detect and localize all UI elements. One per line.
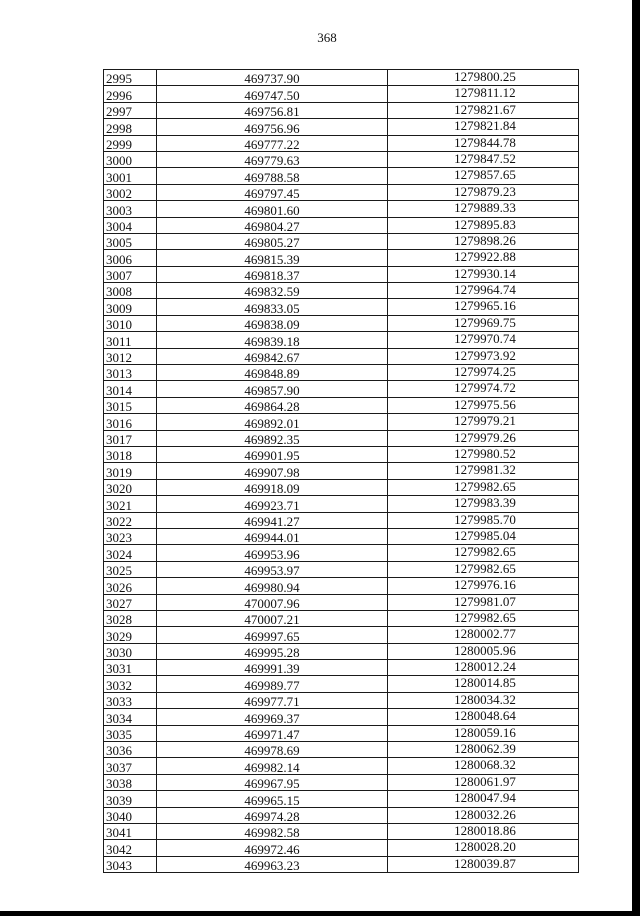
- point-id-cell: 3009: [104, 299, 157, 315]
- table-row: [104, 692, 579, 708]
- table-row: [104, 610, 579, 626]
- table-row: [104, 709, 579, 725]
- point-id-cell: 3005: [104, 233, 157, 249]
- point-id-cell: 3035: [104, 725, 157, 741]
- table-row: [104, 397, 579, 413]
- x-coordinate-cell: 469923.71: [157, 496, 388, 512]
- x-coordinate-cell: 469756.81: [157, 102, 388, 118]
- table-row: [104, 299, 579, 315]
- y-coordinate-cell: 1280059.16: [388, 725, 579, 741]
- y-coordinate-cell: 1279982.65: [388, 561, 579, 577]
- y-coordinate-cell: 1279847.52: [388, 151, 579, 167]
- x-coordinate-cell: 469953.96: [157, 545, 388, 561]
- x-coordinate-cell: 469892.35: [157, 430, 388, 446]
- y-coordinate-cell: 1280068.32: [388, 758, 579, 774]
- point-id-cell: 3000: [104, 151, 157, 167]
- table-row: [104, 446, 579, 462]
- table-row: [104, 479, 579, 495]
- table-row: [104, 86, 579, 102]
- x-coordinate-cell: 469892.01: [157, 414, 388, 430]
- x-coordinate-cell: 469804.27: [157, 217, 388, 233]
- y-coordinate-cell: 1279974.72: [388, 381, 579, 397]
- y-coordinate-cell: 1279985.04: [388, 528, 579, 544]
- table-row: [104, 545, 579, 561]
- point-id-cell: 3016: [104, 414, 157, 430]
- table-row: [104, 660, 579, 676]
- table-row: [104, 430, 579, 446]
- x-coordinate-cell: 469788.58: [157, 168, 388, 184]
- point-id-cell: 3011: [104, 332, 157, 348]
- table-row: [104, 512, 579, 528]
- y-coordinate-cell: 1279979.26: [388, 430, 579, 446]
- y-coordinate-cell: 1280012.24: [388, 660, 579, 676]
- table-row: [104, 217, 579, 233]
- table-row: [104, 742, 579, 758]
- x-coordinate-cell: 469842.67: [157, 348, 388, 364]
- point-id-cell: 3024: [104, 545, 157, 561]
- x-coordinate-cell: 469944.01: [157, 528, 388, 544]
- point-id-cell: 3022: [104, 512, 157, 528]
- point-id-cell: 3031: [104, 660, 157, 676]
- point-id-cell: 3017: [104, 430, 157, 446]
- table-row: [104, 725, 579, 741]
- x-coordinate-cell: 469907.98: [157, 463, 388, 479]
- x-coordinate-cell: 469978.69: [157, 742, 388, 758]
- table-row: [104, 823, 579, 839]
- y-coordinate-cell: 1279970.74: [388, 332, 579, 348]
- x-coordinate-cell: 469815.39: [157, 250, 388, 266]
- point-id-cell: 3004: [104, 217, 157, 233]
- point-id-cell: 3013: [104, 365, 157, 381]
- table-row: [104, 791, 579, 807]
- x-coordinate-cell: 470007.96: [157, 594, 388, 610]
- table-row: [104, 381, 579, 397]
- point-id-cell: 3014: [104, 381, 157, 397]
- table-row: [104, 266, 579, 282]
- y-coordinate-cell: 1279974.25: [388, 365, 579, 381]
- x-coordinate-cell: 469848.89: [157, 365, 388, 381]
- table-row: [104, 561, 579, 577]
- table-row: [104, 233, 579, 249]
- table-row: [104, 856, 579, 872]
- y-coordinate-cell: 1279930.14: [388, 266, 579, 282]
- table-row: [104, 332, 579, 348]
- point-id-cell: 3028: [104, 610, 157, 626]
- point-id-cell: 3036: [104, 742, 157, 758]
- table-row: [104, 774, 579, 790]
- y-coordinate-cell: 1279821.84: [388, 119, 579, 135]
- point-id-cell: 3038: [104, 774, 157, 790]
- table-row: [104, 184, 579, 200]
- x-coordinate-cell: 469982.14: [157, 758, 388, 774]
- y-coordinate-cell: 1279922.88: [388, 250, 579, 266]
- y-coordinate-cell: 1279983.39: [388, 496, 579, 512]
- y-coordinate-cell: 1279857.65: [388, 168, 579, 184]
- x-coordinate-cell: 469901.95: [157, 446, 388, 462]
- point-id-cell: 3018: [104, 446, 157, 462]
- x-coordinate-cell: 469818.37: [157, 266, 388, 282]
- table-row: [104, 348, 579, 364]
- point-id-cell: 3006: [104, 250, 157, 266]
- table-row: [104, 758, 579, 774]
- point-id-cell: 3020: [104, 479, 157, 495]
- x-coordinate-cell: 469995.28: [157, 643, 388, 659]
- y-coordinate-cell: 1279821.67: [388, 102, 579, 118]
- table-row: [104, 676, 579, 692]
- x-coordinate-cell: 469989.77: [157, 676, 388, 692]
- table-row: [104, 840, 579, 856]
- y-coordinate-cell: 1279976.16: [388, 578, 579, 594]
- point-id-cell: 3023: [104, 528, 157, 544]
- point-id-cell: 2999: [104, 135, 157, 151]
- table-row: [104, 463, 579, 479]
- table-row: [104, 70, 579, 86]
- x-coordinate-cell: 469833.05: [157, 299, 388, 315]
- table-row: [104, 201, 579, 217]
- x-coordinate-cell: 469963.23: [157, 856, 388, 872]
- y-coordinate-cell: 1279895.83: [388, 217, 579, 233]
- x-coordinate-cell: 469737.90: [157, 70, 388, 86]
- x-coordinate-cell: 469779.63: [157, 151, 388, 167]
- y-coordinate-cell: 1279985.70: [388, 512, 579, 528]
- table-row: [104, 365, 579, 381]
- coordinate-table-body: [104, 70, 579, 873]
- y-coordinate-cell: 1279811.12: [388, 86, 579, 102]
- point-id-cell: 3027: [104, 594, 157, 610]
- point-id-cell: 3015: [104, 397, 157, 413]
- point-id-cell: 3034: [104, 709, 157, 725]
- table-row: [104, 496, 579, 512]
- point-id-cell: 3026: [104, 578, 157, 594]
- x-coordinate-cell: 469980.94: [157, 578, 388, 594]
- table-row: [104, 414, 579, 430]
- point-id-cell: 3029: [104, 627, 157, 643]
- y-coordinate-cell: 1279800.25: [388, 70, 579, 86]
- table-row: [104, 168, 579, 184]
- table-row: [104, 151, 579, 167]
- x-coordinate-cell: 469997.65: [157, 627, 388, 643]
- y-coordinate-cell: 1279980.52: [388, 446, 579, 462]
- table-row: [104, 807, 579, 823]
- point-id-cell: 3037: [104, 758, 157, 774]
- x-coordinate-cell: 469977.71: [157, 692, 388, 708]
- point-id-cell: 2997: [104, 102, 157, 118]
- point-id-cell: 2998: [104, 119, 157, 135]
- x-coordinate-cell: 469805.27: [157, 233, 388, 249]
- x-coordinate-cell: 469991.39: [157, 660, 388, 676]
- y-coordinate-cell: 1280048.64: [388, 709, 579, 725]
- point-id-cell: 3012: [104, 348, 157, 364]
- x-coordinate-cell: 469953.97: [157, 561, 388, 577]
- table-row: [104, 627, 579, 643]
- y-coordinate-cell: 1280018.86: [388, 823, 579, 839]
- table-row: [104, 578, 579, 594]
- point-id-cell: 3043: [104, 856, 157, 872]
- point-id-cell: 3042: [104, 840, 157, 856]
- y-coordinate-cell: 1280014.85: [388, 676, 579, 692]
- table-row: [104, 102, 579, 118]
- x-coordinate-cell: 469972.46: [157, 840, 388, 856]
- y-coordinate-cell: 1280002.77: [388, 627, 579, 643]
- y-coordinate-cell: 1279879.23: [388, 184, 579, 200]
- x-coordinate-cell: 469918.09: [157, 479, 388, 495]
- x-coordinate-cell: 469801.60: [157, 201, 388, 217]
- x-coordinate-cell: 469967.95: [157, 774, 388, 790]
- point-id-cell: 3039: [104, 791, 157, 807]
- point-id-cell: 2996: [104, 86, 157, 102]
- x-coordinate-cell: 469838.09: [157, 315, 388, 331]
- x-coordinate-cell: 469839.18: [157, 332, 388, 348]
- y-coordinate-cell: 1279898.26: [388, 233, 579, 249]
- x-coordinate-cell: 469864.28: [157, 397, 388, 413]
- x-coordinate-cell: 469965.15: [157, 791, 388, 807]
- page-number: 368: [317, 30, 337, 45]
- coordinate-table: [103, 69, 579, 873]
- y-coordinate-cell: 1280061.97: [388, 774, 579, 790]
- table-row: [104, 119, 579, 135]
- y-coordinate-cell: 1279981.32: [388, 463, 579, 479]
- y-coordinate-cell: 1280032.26: [388, 807, 579, 823]
- table-row: [104, 643, 579, 659]
- point-id-cell: 3003: [104, 201, 157, 217]
- y-coordinate-cell: 1279982.65: [388, 610, 579, 626]
- scan-border-bottom: [0, 911, 640, 916]
- x-coordinate-cell: 469974.28: [157, 807, 388, 823]
- y-coordinate-cell: 1280039.87: [388, 856, 579, 872]
- y-coordinate-cell: 1280047.94: [388, 791, 579, 807]
- x-coordinate-cell: 469857.90: [157, 381, 388, 397]
- point-id-cell: 3019: [104, 463, 157, 479]
- table-row: [104, 283, 579, 299]
- point-id-cell: 3032: [104, 676, 157, 692]
- x-coordinate-cell: 469797.45: [157, 184, 388, 200]
- scan-border-right: [632, 0, 640, 916]
- x-coordinate-cell: 469832.59: [157, 283, 388, 299]
- x-coordinate-cell: 469941.27: [157, 512, 388, 528]
- y-coordinate-cell: 1279973.92: [388, 348, 579, 364]
- point-id-cell: 3021: [104, 496, 157, 512]
- table-row: [104, 250, 579, 266]
- point-id-cell: 3010: [104, 315, 157, 331]
- x-coordinate-cell: 469756.96: [157, 119, 388, 135]
- table-row: [104, 135, 579, 151]
- point-id-cell: 3040: [104, 807, 157, 823]
- table-row: [104, 528, 579, 544]
- y-coordinate-cell: 1279975.56: [388, 397, 579, 413]
- y-coordinate-cell: 1279889.33: [388, 201, 579, 217]
- x-coordinate-cell: 469982.58: [157, 823, 388, 839]
- y-coordinate-cell: 1279982.65: [388, 545, 579, 561]
- point-id-cell: 3007: [104, 266, 157, 282]
- point-id-cell: 2995: [104, 70, 157, 86]
- y-coordinate-cell: 1280028.20: [388, 840, 579, 856]
- x-coordinate-cell: 469969.37: [157, 709, 388, 725]
- y-coordinate-cell: 1280005.96: [388, 643, 579, 659]
- x-coordinate-cell: 469777.22: [157, 135, 388, 151]
- x-coordinate-cell: 469971.47: [157, 725, 388, 741]
- point-id-cell: 3008: [104, 283, 157, 299]
- y-coordinate-cell: 1280034.32: [388, 692, 579, 708]
- point-id-cell: 3033: [104, 692, 157, 708]
- point-id-cell: 3025: [104, 561, 157, 577]
- y-coordinate-cell: 1279982.65: [388, 479, 579, 495]
- y-coordinate-cell: 1279964.74: [388, 283, 579, 299]
- y-coordinate-cell: 1279844.78: [388, 135, 579, 151]
- point-id-cell: 3030: [104, 643, 157, 659]
- point-id-cell: 3001: [104, 168, 157, 184]
- point-id-cell: 3041: [104, 823, 157, 839]
- x-coordinate-cell: 469747.50: [157, 86, 388, 102]
- y-coordinate-cell: 1279969.75: [388, 315, 579, 331]
- table-row: [104, 594, 579, 610]
- y-coordinate-cell: 1279979.21: [388, 414, 579, 430]
- table-row: [104, 315, 579, 331]
- y-coordinate-cell: 1279965.16: [388, 299, 579, 315]
- point-id-cell: 3002: [104, 184, 157, 200]
- y-coordinate-cell: 1280062.39: [388, 742, 579, 758]
- x-coordinate-cell: 470007.21: [157, 610, 388, 626]
- y-coordinate-cell: 1279981.07: [388, 594, 579, 610]
